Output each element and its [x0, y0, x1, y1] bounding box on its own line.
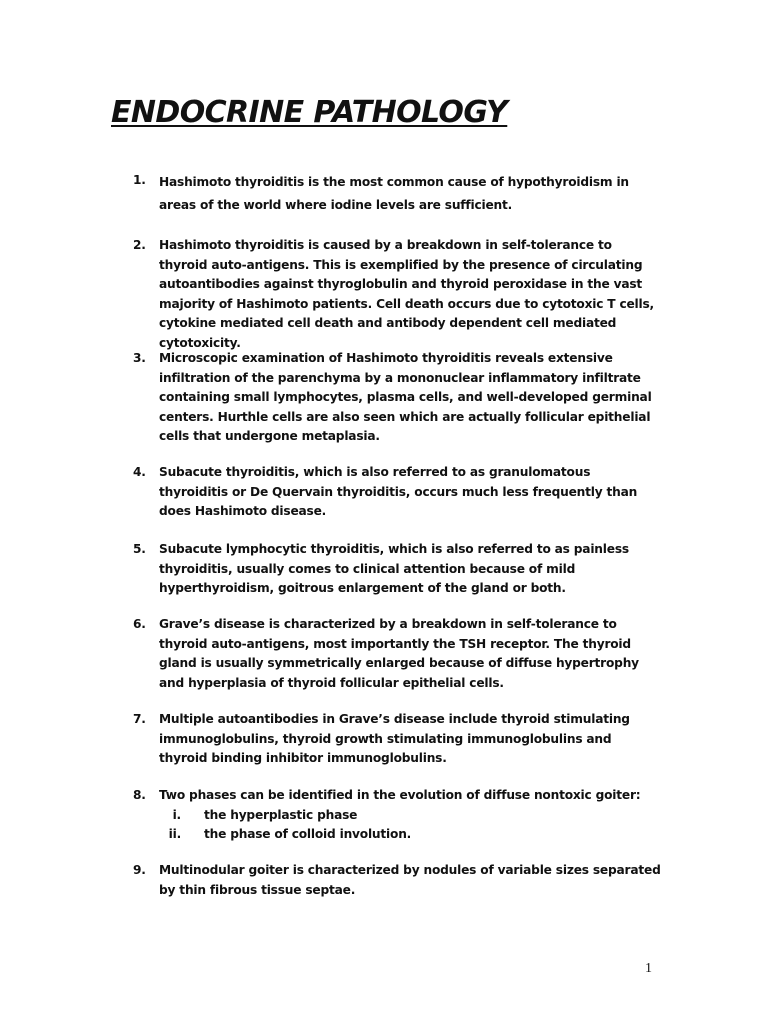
list-item: [133, 463, 663, 522]
list-item: [133, 540, 663, 599]
sub-list-item: [159, 806, 663, 825]
item-number: 1.: [133, 173, 146, 187]
item-number: 6.: [133, 617, 146, 631]
item-text: Multinodular goiter is characterized by nodules of variable sizes separated by thin fibrous tissue septae.: [159, 863, 661, 897]
item-text: Subacute lymphocytic thyroiditis, which is also referred to as painless thyroiditis, usually comes to clinical attention because of mild hyperthyroidism, goitrous enlargement of the gland or both.: [159, 542, 629, 596]
item-text: Hashimoto thyroiditis is caused by a breakdown in self-tolerance to thyroid auto-antigens. This is exemplified by the presence of circulating autoantibodies against thyroglobulin and thyroid peroxidase in the vast majority of Hashimoto patients. Cell death occurs due to cytotoxic T cells, cytokine mediated cell death and antibody dependent cell mediated cytotoxicity.: [159, 238, 654, 350]
item-number: 4.: [133, 465, 146, 479]
item-text: Hashimoto thyroiditis is the most common cause of hypothyroidism in areas of the world where iodine levels are sufficient.: [159, 175, 629, 212]
item-number: 8.: [133, 788, 146, 802]
item-number: 2.: [133, 238, 146, 252]
sub-list: [159, 806, 663, 844]
item-number: 3.: [133, 351, 146, 365]
page-number: 1: [645, 961, 652, 976]
item-text: Grave’s disease is characterized by a breakdown in self-tolerance to thyroid auto-antigens, most importantly the TSH receptor. The thyroid gland is usually symmetrically enlarged because of diffuse hypertrophy and hyperplasia of thyroid follicular epithelial cells.: [159, 617, 639, 690]
sub-item-number: i.: [172, 807, 181, 822]
item-number: 5.: [133, 542, 146, 556]
list-item: [133, 349, 663, 447]
list-item: [133, 615, 663, 693]
list-item: [133, 171, 663, 217]
sub-item-number: ii.: [168, 826, 181, 841]
item-text: Two phases can be identified in the evolution of diffuse nontoxic goiter:: [159, 788, 641, 802]
list-item: [133, 786, 663, 844]
item-number: 9.: [133, 863, 146, 877]
list-item: [133, 236, 663, 354]
item-text: Multiple autoantibodies in Grave’s disease include thyroid stimulating immunoglobulins, thyroid growth stimulating immunoglobulins and thyroid binding inhibitor immunoglobulins.: [159, 712, 630, 766]
sub-item-text: the phase of colloid involution.: [204, 826, 412, 841]
sub-list-item: [159, 825, 663, 844]
item-number: 7.: [133, 712, 146, 726]
list-item: [133, 710, 663, 769]
item-text: Subacute thyroiditis, which is also referred to as granulomatous thyroiditis or De Quervain thyroiditis, occurs much less frequently than does Hashimoto disease.: [159, 465, 638, 519]
list-item: [133, 861, 663, 900]
document-title: ENDOCRINE PATHOLOGY: [111, 95, 508, 130]
item-text: Microscopic examination of Hashimoto thyroiditis reveals extensive infiltration of the parenchyma by a mononuclear inflammatory infiltrate containing small lymphocytes, plasma cells, and well-developed germinal centers. Hurthle cells are also seen which are actually follicular epithelial cells that undergone metaplasia.: [159, 351, 652, 444]
sub-item-text: the hyperplastic phase: [204, 807, 358, 822]
